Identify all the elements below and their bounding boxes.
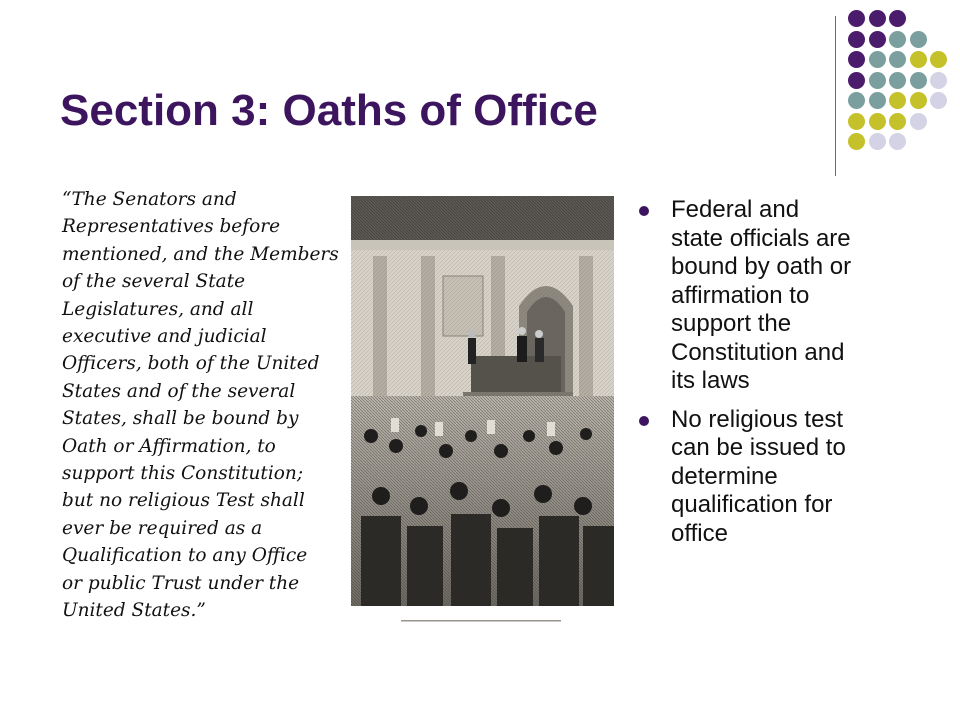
bullet-line: can be issued to — [671, 434, 846, 461]
bullet-line: office — [671, 519, 728, 547]
decorative-dot — [848, 51, 865, 68]
bullet-icon — [639, 206, 649, 216]
decorative-dot — [869, 72, 886, 89]
decorative-dot — [930, 51, 947, 68]
bullet-line: affirmation to — [671, 281, 810, 309]
decorative-dot — [869, 10, 886, 27]
decorative-dot — [869, 133, 886, 150]
bullet-line: qualification for — [671, 491, 833, 518]
bullet-line: Federal and — [671, 196, 800, 223]
decorative-dot — [930, 92, 947, 109]
decorative-dot — [848, 92, 865, 109]
decorative-dot — [889, 92, 906, 109]
decorative-dot — [848, 72, 865, 89]
quote-line: of the several State — [62, 271, 246, 293]
list-item — [637, 196, 907, 396]
bullet-line: Constitution and — [671, 338, 845, 366]
engraving-illustration — [351, 196, 614, 606]
decorative-dot — [930, 72, 947, 89]
decorative-dot — [869, 51, 886, 68]
quote-line: Officers, both of the United — [62, 353, 320, 375]
decorative-dot — [889, 51, 906, 68]
decorative-dot — [910, 92, 927, 109]
decorative-dot — [848, 10, 865, 27]
decorative-dot — [910, 31, 927, 48]
decorative-dot — [889, 72, 906, 89]
bullet-line: No religious test — [671, 405, 844, 433]
quote-line: mentioned, and the Members — [62, 243, 339, 265]
slide-title: Section 3: Oaths of Office — [60, 86, 598, 135]
bullet-line: determine — [671, 462, 778, 490]
quote-line: Representatives before — [62, 216, 281, 238]
decorative-dot — [848, 133, 865, 150]
decorative-dot — [869, 31, 886, 48]
decorative-dot-grid — [848, 10, 954, 160]
decorative-dot — [869, 92, 886, 109]
decorative-dot — [889, 113, 906, 130]
decorative-dot — [889, 31, 906, 48]
decorative-dot — [869, 113, 886, 130]
oath-ceremony-engraving — [351, 196, 614, 606]
decorative-dot — [910, 51, 927, 68]
quote-line: Legislatures, and all — [62, 298, 254, 320]
engraving-caption-strip — [351, 612, 614, 620]
quote-line: ever be required as a — [62, 517, 263, 539]
quote-line: support this Constitution; — [62, 463, 304, 485]
quote-line: States and of the several — [62, 380, 296, 402]
bullet-line: bound by oath or — [671, 253, 852, 280]
decorative-dot — [910, 113, 927, 130]
key-points-list — [637, 196, 907, 558]
list-item — [637, 406, 907, 549]
decorative-dot — [848, 113, 865, 130]
quote-line: “The Senators and — [62, 189, 237, 210]
quote-line: Qualification to any Office — [62, 545, 308, 567]
decorative-dot — [910, 72, 927, 89]
bullet-icon — [639, 416, 649, 426]
decorative-dot — [889, 133, 906, 150]
quote-line: Oath or Affirmation, to — [62, 435, 276, 457]
quote-line: United States.” — [62, 600, 206, 622]
quote-line: or public Trust under the — [62, 572, 300, 594]
decorative-dot — [889, 10, 906, 27]
quote-line: but no religious Test shall — [62, 490, 305, 512]
divider-line — [835, 16, 836, 176]
bullet-line: its laws — [671, 367, 750, 394]
quote-line: executive and judicial — [62, 326, 267, 348]
bullet-line: support the — [671, 310, 792, 337]
bullet-line: state officials are — [671, 224, 851, 252]
quote-line: States, shall be bound by — [62, 408, 299, 430]
decorative-dot — [848, 31, 865, 48]
constitution-quote — [62, 186, 339, 625]
